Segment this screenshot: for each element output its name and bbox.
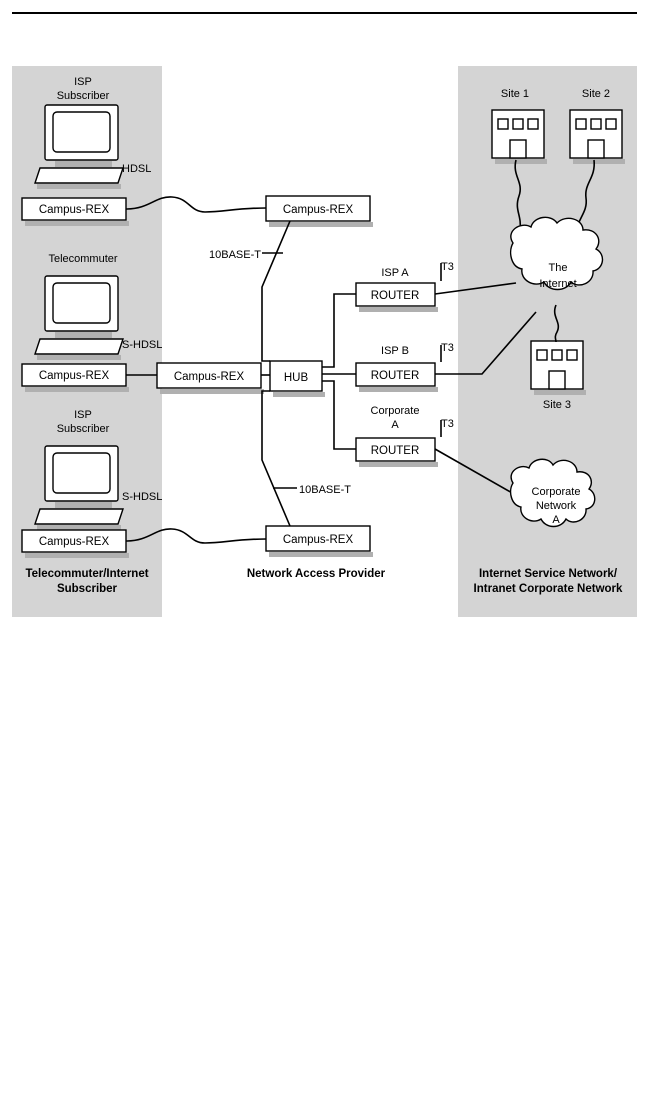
router-title-isp-b: ISP B xyxy=(381,345,409,357)
door-site-2 xyxy=(588,140,604,158)
device-label-campus-rex-mid: Campus-REX xyxy=(173,371,245,383)
link-label-shdsl-2: S-HDSL xyxy=(122,339,163,351)
campus-rex-middle-top-group xyxy=(266,196,373,227)
band-caption-right-line1: Internet Service Network/ xyxy=(478,568,618,580)
internet-cloud-label-line2: Internet xyxy=(539,278,577,290)
router-label-corporate-a: ROUTER xyxy=(370,445,420,457)
pc-base-2 xyxy=(35,339,123,354)
band-caption-left-line2: Subscriber xyxy=(56,583,118,595)
campus-rex-middle-bottom-group xyxy=(266,526,373,557)
router-box-shadow-isp-b xyxy=(359,387,438,392)
pc-screen-3 xyxy=(53,453,110,493)
pc-monitor-shadow-1 xyxy=(55,161,112,167)
router-box-shadow-isp-a xyxy=(359,307,438,312)
link-label-t3-isp-b: T3 xyxy=(441,342,454,354)
link-10baset-bottom-wire xyxy=(262,391,290,526)
device-box-shadow-mid-bottom xyxy=(269,552,373,557)
hub-label: HUB xyxy=(283,372,309,384)
link-10baset-top-wire xyxy=(262,221,290,361)
pc-screen-1 xyxy=(53,112,110,152)
pc-label-3-line2: Subscriber xyxy=(56,423,110,435)
device-box-shadow-1 xyxy=(25,221,129,226)
site-label-3: Site 3 xyxy=(542,399,572,411)
window-site-1-c xyxy=(528,119,538,129)
device-label-campus-rex-3: Campus-REX xyxy=(38,536,110,548)
router-title-isp-a: ISP A xyxy=(381,267,409,279)
pc-monitor-shadow-3 xyxy=(55,502,112,508)
device-box-shadow-mid-top xyxy=(269,222,373,227)
router-title-corporate-a-line2: A xyxy=(391,419,399,431)
pc-base-1 xyxy=(35,168,123,183)
router-title-corporate-a-line1: Corporate xyxy=(370,405,420,417)
pc-label-2-line1: Telecommuter xyxy=(48,253,118,265)
router-isp-b-group xyxy=(356,342,454,392)
site-label-1: Site 1 xyxy=(500,88,530,100)
link-label-10baset-top: 10BASE-T xyxy=(209,249,261,261)
link-label-shdsl-3: S-HDSL xyxy=(122,491,163,503)
link-label-hdsl-1: HDSL xyxy=(122,163,152,175)
pc-label-1-line1: ISP xyxy=(74,76,92,88)
pc-label-3-line1: ISP xyxy=(74,409,92,421)
corporate-cloud-label-line3: A xyxy=(552,514,560,526)
band-caption-middle: Network Access Provider xyxy=(246,568,386,580)
hub-box-shadow xyxy=(273,392,325,397)
window-site-3-b xyxy=(552,350,562,360)
window-site-1-a xyxy=(498,119,508,129)
window-site-2-c xyxy=(606,119,616,129)
device-label-campus-rex-mid-bottom: Campus-REX xyxy=(282,534,354,546)
link-hub-router-corporate-a-wire xyxy=(322,381,356,449)
band-caption-left-line1: Telecommuter/Internet xyxy=(25,568,149,580)
router-corporate-a-group xyxy=(356,405,454,467)
device-box-shadow-mid xyxy=(160,389,264,394)
pc-base-3 xyxy=(35,509,123,524)
hub-group xyxy=(270,361,325,397)
device-box-shadow-3 xyxy=(25,553,129,558)
link-label-t3-isp-a: T3 xyxy=(441,261,454,273)
site-label-2: Site 2 xyxy=(581,88,611,100)
campus-rex-middle-row-group xyxy=(157,363,264,394)
device-box-shadow-2 xyxy=(25,387,129,392)
door-site-3 xyxy=(549,371,565,389)
link-label-10baset-bottom: 10BASE-T xyxy=(299,484,351,496)
internet-cloud-label-line1: The xyxy=(548,262,568,274)
window-site-3-a xyxy=(537,350,547,360)
router-box-shadow-corporate-a xyxy=(359,462,438,467)
pc-screen-2 xyxy=(53,283,110,323)
building-shadow-site-2 xyxy=(573,159,625,164)
building-shadow-site-1 xyxy=(495,159,547,164)
building-shadow-site-3 xyxy=(534,390,586,395)
window-site-2-b xyxy=(591,119,601,129)
device-label-campus-rex-2: Campus-REX xyxy=(38,370,110,382)
pc-base-shadow-3 xyxy=(37,525,121,530)
pc-base-shadow-1 xyxy=(37,184,121,189)
link-label-t3-corporate-a: T3 xyxy=(441,418,454,430)
router-label-isp-a: ROUTER xyxy=(370,290,420,302)
window-site-1-b xyxy=(513,119,523,129)
window-site-3-c xyxy=(567,350,577,360)
pc-label-1-line2: Subscriber xyxy=(56,90,110,102)
device-label-campus-rex-1: Campus-REX xyxy=(38,204,110,216)
window-site-2-a xyxy=(576,119,586,129)
device-label-campus-rex-mid-top: Campus-REX xyxy=(282,204,354,216)
door-site-1 xyxy=(510,140,526,158)
pc-base-shadow-2 xyxy=(37,355,121,360)
corporate-cloud-label-line2: Network xyxy=(535,500,577,512)
link-hub-router-isp-a-wire xyxy=(322,294,356,367)
router-label-isp-b: ROUTER xyxy=(370,370,420,382)
corporate-cloud-label-line1: Corporate xyxy=(531,486,581,498)
router-isp-a-group xyxy=(356,261,454,312)
pc-monitor-shadow-2 xyxy=(55,332,112,338)
band-caption-right-line2: Intranet Corporate Network xyxy=(473,583,623,595)
